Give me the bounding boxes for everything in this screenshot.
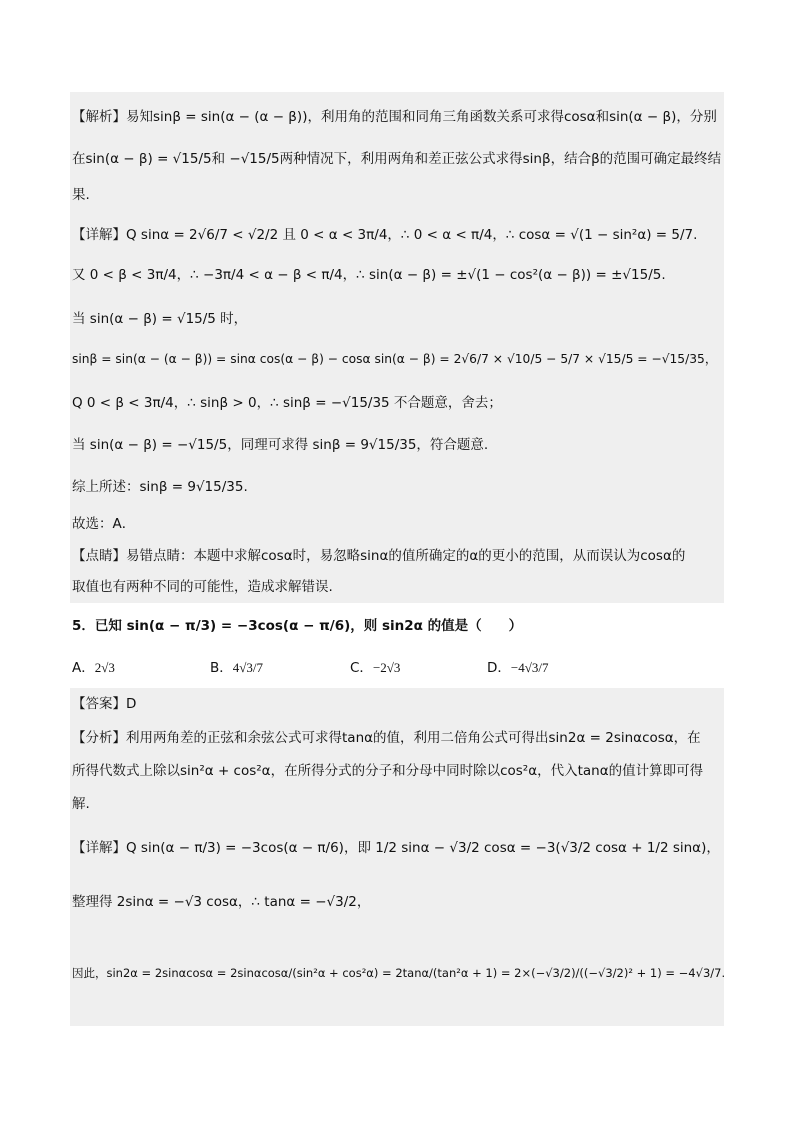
- detail-line-2: 又 0 < β < 3π/4，∴ −3π/4 < α − β < π/4，∴ sin(α − β) = ±√(1 − cos²(α − β)) = ±√15/5.: [72, 267, 666, 283]
- detail-line-8: 故选：A．: [72, 516, 136, 532]
- option-a: [72, 656, 115, 676]
- answer-line: 【答案】D: [72, 696, 137, 712]
- detail-line-6: 当 sin(α − β) = −√15/5，同理可求得 sinβ = 9√15/35，符合题意.: [72, 437, 489, 453]
- detail-line-7: 综上所述：sinβ = 9√15/35.: [72, 479, 248, 495]
- detail2-line-3: 因此，sin2α = 2sinαcosα = 2sinαcosα/(sin²α + cos²α) = 2tanα/(tan²α + 1) = 2×(−√3/2)/((−√3/2)² + 1) = −4√3/7.: [72, 966, 726, 980]
- detail-line-1: 【详解】Q sinα = 2√6/7 < √2/2 且 0 < α < 3π/4，∴ 0 < α < π/4，∴ cosα = √(1 − sin²α) = 5/7.: [72, 227, 698, 243]
- detail2-line-2: 整理得 2sinα = −√3 cosα，∴ tanα = −√3/2，: [72, 894, 371, 910]
- analysis-line-1: 【解析】易知sinβ = sin(α − (α − β))，利用角的范围和同角三角函数关系可求得cosα和sin(α − β)，分别: [72, 109, 717, 125]
- detail-line-4: sinβ = sin(α − (α − β)) = sinα cos(α − β) − cosα sin(α − β) = 2√6/7 × √10/5 − 5/7 × √15/5 = −√15/35，: [72, 352, 718, 366]
- option-a-value: 2√3: [94, 660, 115, 675]
- option-d: [487, 656, 548, 676]
- tip-line-2: 取值也有两种不同的可能性，造成求解错误.: [72, 579, 333, 595]
- detail-line-5: Q 0 < β < 3π/4，∴ sinβ > 0，∴ sinβ = −√15/35 不合题意，舍去；: [72, 395, 502, 411]
- option-c: [350, 656, 400, 676]
- option-b: [210, 656, 263, 676]
- detail-line-3: 当 sin(α − β) = √15/5 时，: [72, 311, 248, 327]
- option-b-value: 4√3/7: [232, 660, 264, 675]
- tip-line-1: 【点睛】易错点睛：本题中求解cosα时，易忽略sinα的值所确定的α的更小的范围，从而误认为cosα的: [72, 548, 686, 564]
- detail2-line-1: 【详解】Q sin(α − π/3) = −3cos(α − π/6)，即 1/2 sinα − √3/2 cosα = −3(√3/2 cosα + 1/2 sinα)，: [72, 840, 720, 856]
- analysis2-line-3: 解.: [72, 796, 90, 812]
- option-d-value: −4√3/7: [510, 660, 549, 675]
- question-5-stem: 5．已知 sin(α − π/3) = −3cos(α − π/6)，则 sin2α 的值是（ ）: [72, 618, 523, 634]
- analysis-line-2: 在sin(α − β) = √15/5和 −√15/5两种情况下，利用两角和差正弦公式求得sinβ，结合β的范围可确定最终结: [72, 151, 722, 167]
- option-d-label: D．: [487, 660, 511, 676]
- option-b-label: B．: [210, 660, 233, 676]
- option-c-label: C．: [350, 660, 373, 676]
- option-a-label: A．: [72, 660, 95, 676]
- analysis2-line-2: 所得代数式上除以sin²α + cos²α，在所得分式的分子和分母中同时除以cos²α，代入tanα的值计算即可得: [72, 763, 704, 779]
- option-c-value: −2√3: [372, 660, 401, 675]
- analysis2-line-1: 【分析】利用两角差的正弦和余弦公式可求得tanα的值，利用二倍角公式可得出sin2α = 2sinαcosα，在: [72, 730, 701, 746]
- analysis-line-3: 果.: [72, 187, 90, 203]
